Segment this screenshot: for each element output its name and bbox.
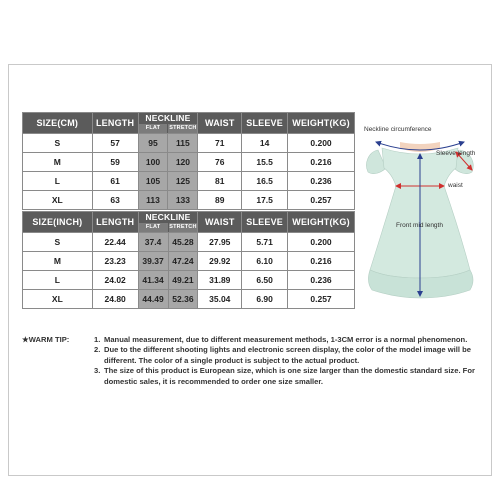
table-row xyxy=(23,271,355,290)
neckline-title: NECKLINE xyxy=(145,113,191,123)
header-weight: WEIGHT(KG) xyxy=(288,212,355,233)
cell-neckline-stretch: 52.36 xyxy=(168,290,198,309)
header-sleeve: SLEEVE xyxy=(242,212,288,233)
cell-sleeve: 14 xyxy=(242,134,288,153)
cell-size: L xyxy=(23,271,93,290)
cell-size: L xyxy=(23,172,93,191)
cell-size: M xyxy=(23,252,93,271)
cell-length: 63 xyxy=(92,191,138,210)
cell-weight: 0.200 xyxy=(288,233,355,252)
cell-waist: 81 xyxy=(198,172,242,191)
cell-neckline-flat: 39.37 xyxy=(138,252,168,271)
warm-tip-label: ★WARM TIP: xyxy=(22,335,70,344)
list-item: 3. The size of this product is European size, which is one size larger than the domestic standard size. For domestic sales, it is recommended to order one size smaller. xyxy=(94,366,480,387)
cell-neckline-flat: 95 xyxy=(138,134,168,153)
list-item: 2. Due to the different shooting lights and electronic screen display, the color of the model image will be different. The color of a single product is subject to the actual product. xyxy=(94,345,480,366)
header-size: SIZE(INCH) xyxy=(23,212,93,233)
table-row xyxy=(23,191,355,210)
neckline-stretch: STRETCH xyxy=(169,224,197,230)
warm-tip-text: Due to the different shooting lights and electronic screen display, the color of the model image will be different. The color of a single product is subject to the actual product. xyxy=(104,345,471,365)
cell-length: 24.02 xyxy=(92,271,138,290)
cell-waist: 27.95 xyxy=(198,233,242,252)
cell-waist: 71 xyxy=(198,134,242,153)
neckline-flat: FLAT xyxy=(139,124,168,133)
cell-waist: 76 xyxy=(198,153,242,172)
table-row xyxy=(23,134,355,153)
cell-length: 24.80 xyxy=(92,290,138,309)
header-waist: WAIST xyxy=(198,113,242,134)
header-neckline xyxy=(138,212,198,233)
warm-tip-list xyxy=(94,335,480,387)
header-size: SIZE(CM) xyxy=(23,113,93,134)
dress-measurement-figure xyxy=(356,112,492,332)
header-weight: WEIGHT(KG) xyxy=(288,113,355,134)
cell-weight: 0.236 xyxy=(288,271,355,290)
table-row xyxy=(23,252,355,271)
cell-sleeve: 6.10 xyxy=(242,252,288,271)
table-header-row xyxy=(23,212,355,233)
cell-weight: 0.216 xyxy=(288,252,355,271)
table-header-row xyxy=(23,113,355,134)
cell-length: 22.44 xyxy=(92,233,138,252)
cell-neckline-flat: 113 xyxy=(138,191,168,210)
cell-size: S xyxy=(23,134,93,153)
cell-neckline-flat: 100 xyxy=(138,153,168,172)
table-row xyxy=(23,290,355,309)
warm-tip-text: Manual measurement, due to different measurement methods, 1-3CM error is a normal phenomenon. xyxy=(104,335,468,344)
cell-length: 61 xyxy=(92,172,138,191)
cell-neckline-flat: 44.49 xyxy=(138,290,168,309)
cell-sleeve: 6.50 xyxy=(242,271,288,290)
header-length: LENGTH xyxy=(92,212,138,233)
cell-weight: 0.236 xyxy=(288,172,355,191)
cell-neckline-flat: 41.34 xyxy=(138,271,168,290)
header-length: LENGTH xyxy=(92,113,138,134)
table-row xyxy=(23,172,355,191)
neckline-flat: FLAT xyxy=(139,223,168,232)
cell-neckline-stretch: 49.21 xyxy=(168,271,198,290)
list-item: 1. Manual measurement, due to different measurement methods, 1-3CM error is a normal phenomenon. xyxy=(94,335,468,344)
cell-sleeve: 6.90 xyxy=(242,290,288,309)
table-row xyxy=(23,233,355,252)
cell-neckline-stretch: 115 xyxy=(168,134,198,153)
neckline-label: Neckline circumference xyxy=(364,126,432,133)
header-neckline xyxy=(138,113,198,134)
cell-weight: 0.216 xyxy=(288,153,355,172)
cell-neckline-stretch: 125 xyxy=(168,172,198,191)
cell-waist: 35.04 xyxy=(198,290,242,309)
cell-size: XL xyxy=(23,191,93,210)
cell-waist: 31.89 xyxy=(198,271,242,290)
cell-weight: 0.200 xyxy=(288,134,355,153)
cell-sleeve: 16.5 xyxy=(242,172,288,191)
cell-neckline-flat: 37.4 xyxy=(138,233,168,252)
cell-waist: 29.92 xyxy=(198,252,242,271)
cell-size: M xyxy=(23,153,93,172)
cell-neckline-stretch: 45.28 xyxy=(168,233,198,252)
cell-neckline-stretch: 120 xyxy=(168,153,198,172)
cell-neckline-stretch: 133 xyxy=(168,191,198,210)
cell-length: 23.23 xyxy=(92,252,138,271)
front-length-label: Front mid length xyxy=(396,222,443,229)
neckline-stretch: STRETCH xyxy=(169,125,197,131)
size-table-cm xyxy=(22,112,355,210)
cell-weight: 0.257 xyxy=(288,290,355,309)
cell-length: 57 xyxy=(92,134,138,153)
header-waist: WAIST xyxy=(198,212,242,233)
cell-weight: 0.257 xyxy=(288,191,355,210)
cell-size: XL xyxy=(23,290,93,309)
table-row xyxy=(23,153,355,172)
warm-tip-text: The size of this product is European size, which is one size larger than the domestic standard size. For domestic sales, it is recommended to order one size smaller. xyxy=(104,366,475,386)
cell-length: 59 xyxy=(92,153,138,172)
waist-label: waist xyxy=(448,182,463,189)
cell-neckline-flat: 105 xyxy=(138,172,168,191)
header-sleeve: SLEEVE xyxy=(242,113,288,134)
cell-size: S xyxy=(23,233,93,252)
sleeve-label: Sleeve length xyxy=(436,150,476,157)
cell-waist: 89 xyxy=(198,191,242,210)
neckline-title: NECKLINE xyxy=(145,212,191,222)
cell-sleeve: 5.71 xyxy=(242,233,288,252)
cell-sleeve: 17.5 xyxy=(242,191,288,210)
cell-sleeve: 15.5 xyxy=(242,153,288,172)
size-table-inch xyxy=(22,211,355,309)
cell-neckline-stretch: 47.24 xyxy=(168,252,198,271)
